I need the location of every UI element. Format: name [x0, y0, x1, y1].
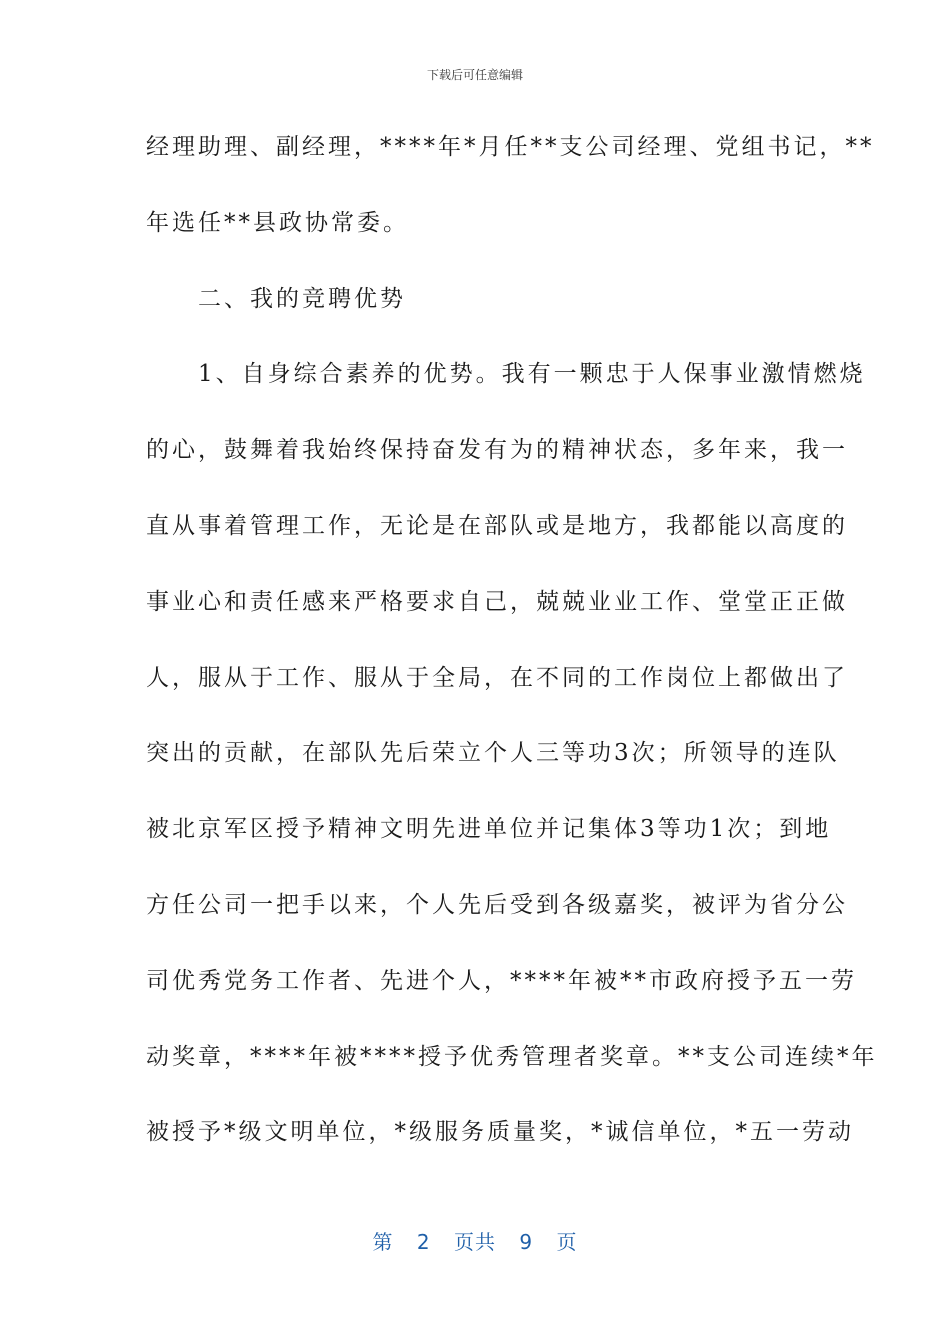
footer-total-pages: 9 — [519, 1230, 534, 1254]
body-line: 司优秀党务工作者、先进个人，****年被**市政府授予五一劳 — [146, 967, 857, 994]
header-note: 下载后可任意编辑 — [426, 68, 523, 82]
page-header — [0, 66, 950, 83]
body-line: 突出的贡献，在部队先后荣立个人三等功3次；所领导的连队 — [146, 740, 840, 767]
footer-prefix: 第 — [372, 1230, 394, 1254]
body-line: 的心，鼓舞着我始终保持奋发有为的精神状态，多年来，我一 — [146, 437, 848, 464]
body-line: 被授予*级文明单位，*级服务质量奖，*诚信单位，*五一劳动 — [146, 1119, 854, 1146]
body-line: 人，服从于工作、服从于全局，在不同的工作岗位上都做出了 — [146, 664, 848, 691]
body-line: 经理助理、副经理，****年*月任**支公司经理、党组书记，** — [146, 134, 875, 160]
body-line: 方任公司一把手以来，个人先后受到各级嘉奖，被评为省分公 — [146, 891, 848, 918]
footer-middle: 页共 — [454, 1230, 496, 1254]
footer-page-number: 2 — [416, 1230, 431, 1254]
body-line: 直从事着管理工作，无论是在部队或是地方，我都能以高度的 — [146, 512, 848, 539]
footer-suffix: 页 — [556, 1230, 578, 1254]
document-body — [146, 120, 878, 1159]
page-footer — [0, 1226, 950, 1255]
body-line: 1、自身综合素养的优势。我有一颗忠于人保事业激情燃烧 — [146, 361, 866, 388]
body-line: 事业心和责任感来严格要求自己，兢兢业业工作、堂堂正正做 — [146, 588, 848, 615]
body-line: 被北京军区授予精神文明先进单位并记集体3等功1次；到地 — [146, 816, 832, 843]
body-line: 动奖章，****年被****授予优秀管理者奖章。**支公司连续*年 — [146, 1043, 878, 1070]
body-line: 年选任**县政协常委。 — [146, 209, 409, 236]
section-heading: 二、我的竞聘优势 — [146, 285, 406, 312]
